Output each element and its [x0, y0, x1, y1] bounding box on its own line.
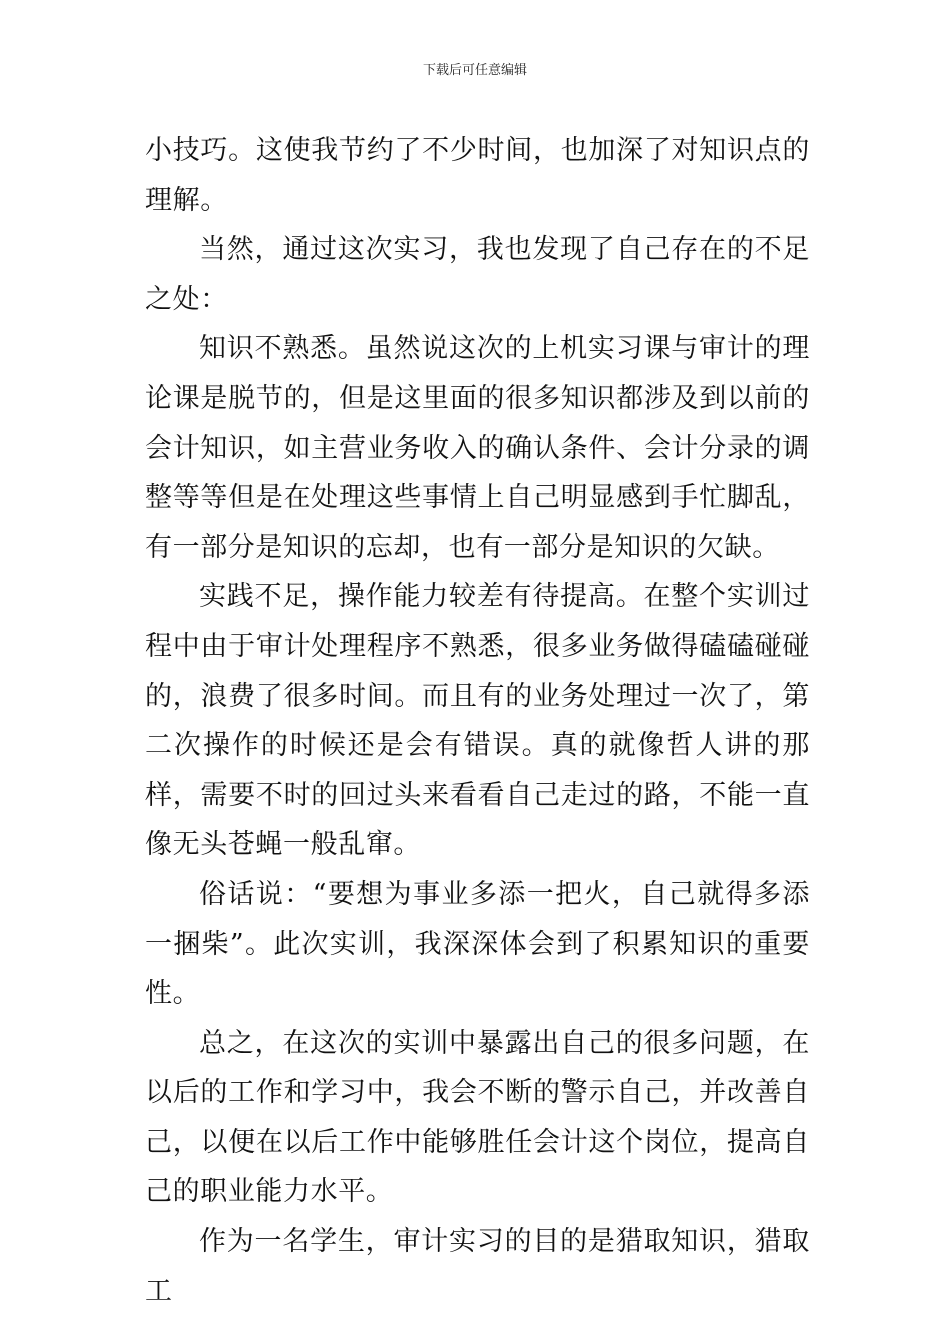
paragraph-2: 当然，通过这次实习，我也发现了自己存在的不足之处： [145, 234, 810, 315]
paragraph-4: 实践不足，操作能力较差有待提高。在整个实训过程中由于审计处理程序不熟悉，很多业务做得磕磕碰碰的，浪费了很多时间。而且有的业务处理过一次了，第二次操作的时候还是会有错误。真的就像哲人讲的那样，需要不时的回过头来看看自己走过的路，不能一直像无头苍蝇一般乱窜。 [145, 581, 810, 861]
paragraph-6: 总之，在这次的实训中暴露出自己的很多问题，在以后的工作和学习中，我会不断的警示自己，并改善自己，以便在以后工作中能够胜任会计这个岗位，提高自己的职业能力水平。 [145, 1027, 810, 1208]
document-body [145, 126, 810, 1316]
paragraph-3: 知识不熟悉。虽然说这次的上机实习课与审计的理论课是脱节的，但是这里面的很多知识都涉及到以前的会计知识，如主营业务收入的确认条件、会计分录的调整等等但是在处理这些事情上自己明显感到手忙脚乱，有一部分是知识的忘却，也有一部分是知识的欠缺。 [145, 333, 810, 563]
page-header: 下载后可任意编辑 [422, 63, 527, 78]
paragraph-7: 作为一名学生，审计实习的目的是猎取知识，猎取工 [145, 1226, 810, 1307]
paragraph-1: 小技巧。这使我节约了不少时间，也加深了对知识点的理解。 [145, 135, 810, 216]
paragraph-5: 俗话说：“要想为事业多添一把火，自己就得多添一捆柴”。此次实训，我深深体会到了积累知识的重要性。 [145, 878, 810, 1010]
